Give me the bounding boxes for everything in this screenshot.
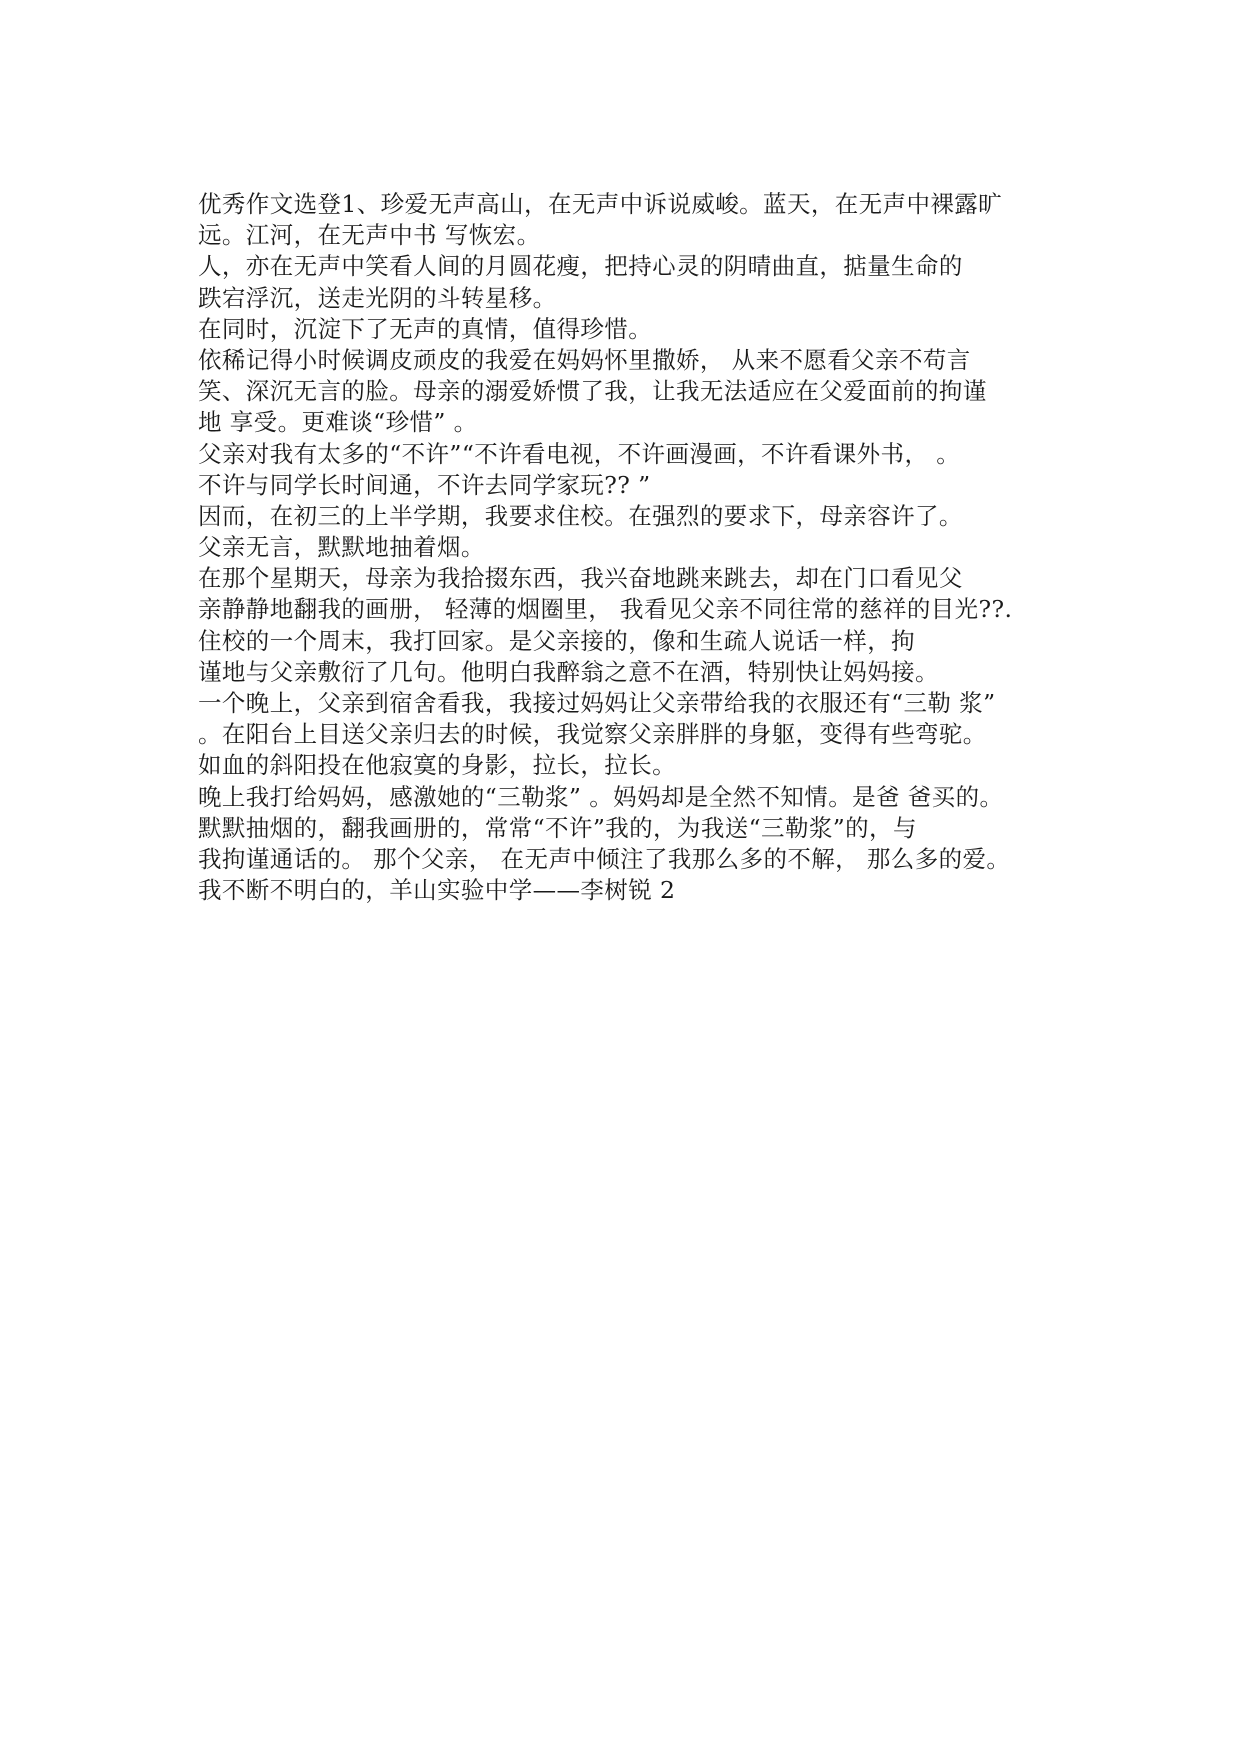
text-line: 我拘谨通话的。 那个父亲， 在无声中倾注了我那么多的不解， 那么多的爱。 (198, 844, 1011, 873)
text-line: 晚上我打给妈妈，感激她的“三勒浆” 。妈妈却是全然不知情。是爸 爸买的。 (198, 782, 1004, 811)
text-line: 谨地与父亲敷衍了几句。他明白我醉翁之意不在酒，特别快让妈妈接。 (198, 657, 939, 686)
text-line: 在那个星期天，母亲为我拾掇东西，我兴奋地跳来跳去，却在门口看见父 (198, 564, 963, 593)
text-line: 依稀记得小时候调皮顽皮的我爱在妈妈怀里撒娇， 从来不愿看父亲不苟言 (198, 345, 971, 374)
text-line: 人，亦在无声中笑看人间的月圆花瘦，把持心灵的阴晴曲直，掂量生命的 (198, 252, 963, 281)
text-line: 因而，在初三的上半学期，我要求住校。在强烈的要求下，母亲容许了。 (198, 501, 963, 530)
text-line: 父亲无言，默默地抽着烟。 (198, 533, 485, 562)
text-line: 跌宕浮沉，送走光阴的斗转星移。 (198, 283, 557, 312)
text-line: 优秀作文选登1、珍爱无声高山，在无声中诉说威峻。蓝天，在无声中裸露旷 (198, 190, 1003, 218)
text-line: 父亲对我有太多的“不许”“不许看电视，不许画漫画，不许看课外书， 。 (198, 439, 961, 468)
text-line: 亲静静地翻我的画册， 轻薄的烟圈里， 我看见父亲不同往常的慈祥的目光??. (198, 595, 1013, 624)
text-line: 住校的一个周末，我打回家。是父亲接的，像和生疏人说话一样，拘 (198, 626, 915, 655)
text-line: 默默抽烟的，翻我画册的，常常“不许”我的，为我送“三勒浆”的，与 (198, 813, 917, 842)
text-line: 如血的斜阳投在他寂寞的身影，拉长，拉长。 (198, 751, 676, 780)
text-line: 笑、深沉无言的脸。母亲的溺爱娇惯了我，让我无法适应在父爱面前的拘谨 (198, 377, 987, 406)
text-line: 。在阳台上目送父亲归去的时候，我觉察父亲胖胖的身躯，变得有些弯驼。 (198, 720, 987, 749)
text-line: 不许与同学长时间通，不许去同学家玩?? ” (198, 470, 651, 499)
text-line: 在同时，沉淀下了无声的真情，值得珍惜。 (198, 314, 653, 343)
text-line: 地 享受。更难谈“珍惜” 。 (198, 408, 478, 437)
essay-body (198, 189, 1078, 906)
text-line: 我不断不明白的，羊山实验中学——李树锐 2 (198, 876, 676, 905)
text-line: 一个晚上，父亲到宿舍看我，我接过妈妈让父亲带给我的衣服还有“三勒 浆” (198, 689, 996, 717)
text-line: 远。江河，在无声中书 写恢宏。 (198, 221, 541, 250)
